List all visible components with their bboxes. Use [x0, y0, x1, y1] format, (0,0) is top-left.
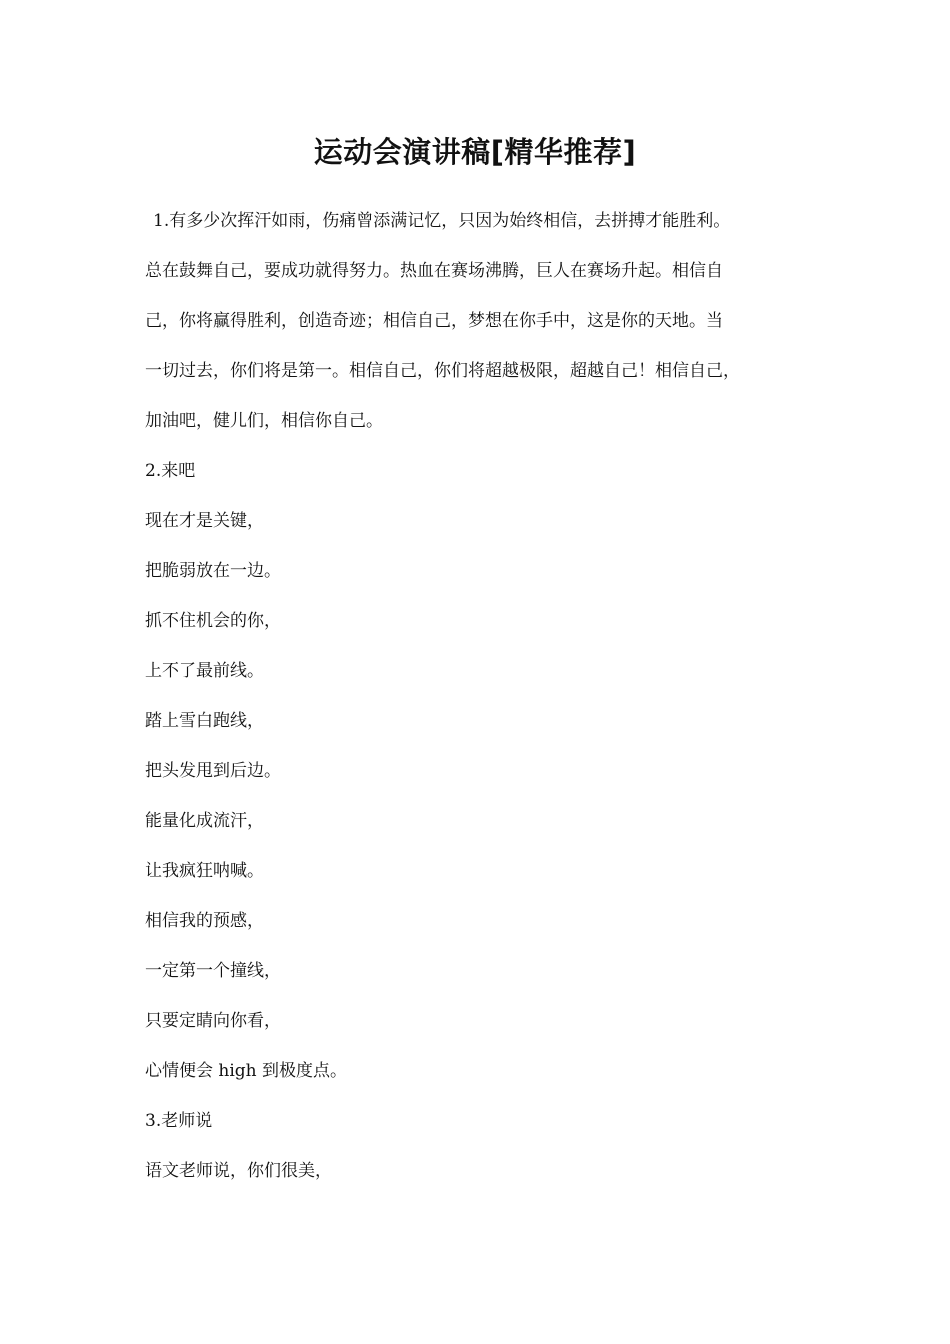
poem-line: 抓不住机会的你， — [145, 611, 281, 631]
poem-line: 只要定睛向你看， — [145, 1011, 281, 1031]
poem-line: 把头发甩到后边。 — [145, 761, 281, 781]
poem-line: 把脆弱放在一边。 — [145, 561, 281, 581]
poem-line: 一定第一个撞线， — [145, 961, 281, 981]
poem-line: 相信我的预感， — [145, 911, 264, 931]
paragraph-1-line: 加油吧，健儿们，相信你自己。 — [145, 411, 383, 431]
section-3 — [145, 1096, 821, 1196]
paragraph-1-line: 己，你将赢得胜利，创造奇迹；相信自己，梦想在你手中，这是你的天地。当 — [145, 311, 723, 331]
document-title: 运动会演讲稿[精华推荐] — [313, 135, 637, 169]
paragraph-1 — [145, 196, 821, 446]
paragraph-1-line: 一切过去，你们将是第一。相信自己，你们将超越极限，超越自己！相信自己， — [145, 361, 740, 381]
section-2-heading: 2.来吧 — [145, 461, 196, 481]
document-body — [145, 196, 821, 1196]
paragraph-1-line: 总在鼓舞自己，要成功就得努力。热血在赛场沸腾，巨人在赛场升起。相信自 — [145, 261, 723, 281]
poem-line: 心情便会 high 到极度点。 — [145, 1061, 348, 1081]
poem-line: 语文老师说，你们很美， — [145, 1161, 332, 1181]
poem-line: 现在才是关键， — [145, 511, 264, 531]
section-2 — [145, 446, 821, 1096]
paragraph-1-line: 1.有多少次挥汗如雨，伤痛曾添满记忆，只因为始终相信，去拼搏才能胜利。 — [153, 211, 731, 231]
poem-line: 上不了最前线。 — [145, 661, 264, 681]
poem-line: 让我疯狂呐喊。 — [145, 861, 264, 881]
poem-line: 踏上雪白跑线， — [145, 711, 264, 731]
poem-line: 能量化成流汗， — [145, 811, 264, 831]
section-3-heading: 3.老师说 — [145, 1111, 213, 1131]
